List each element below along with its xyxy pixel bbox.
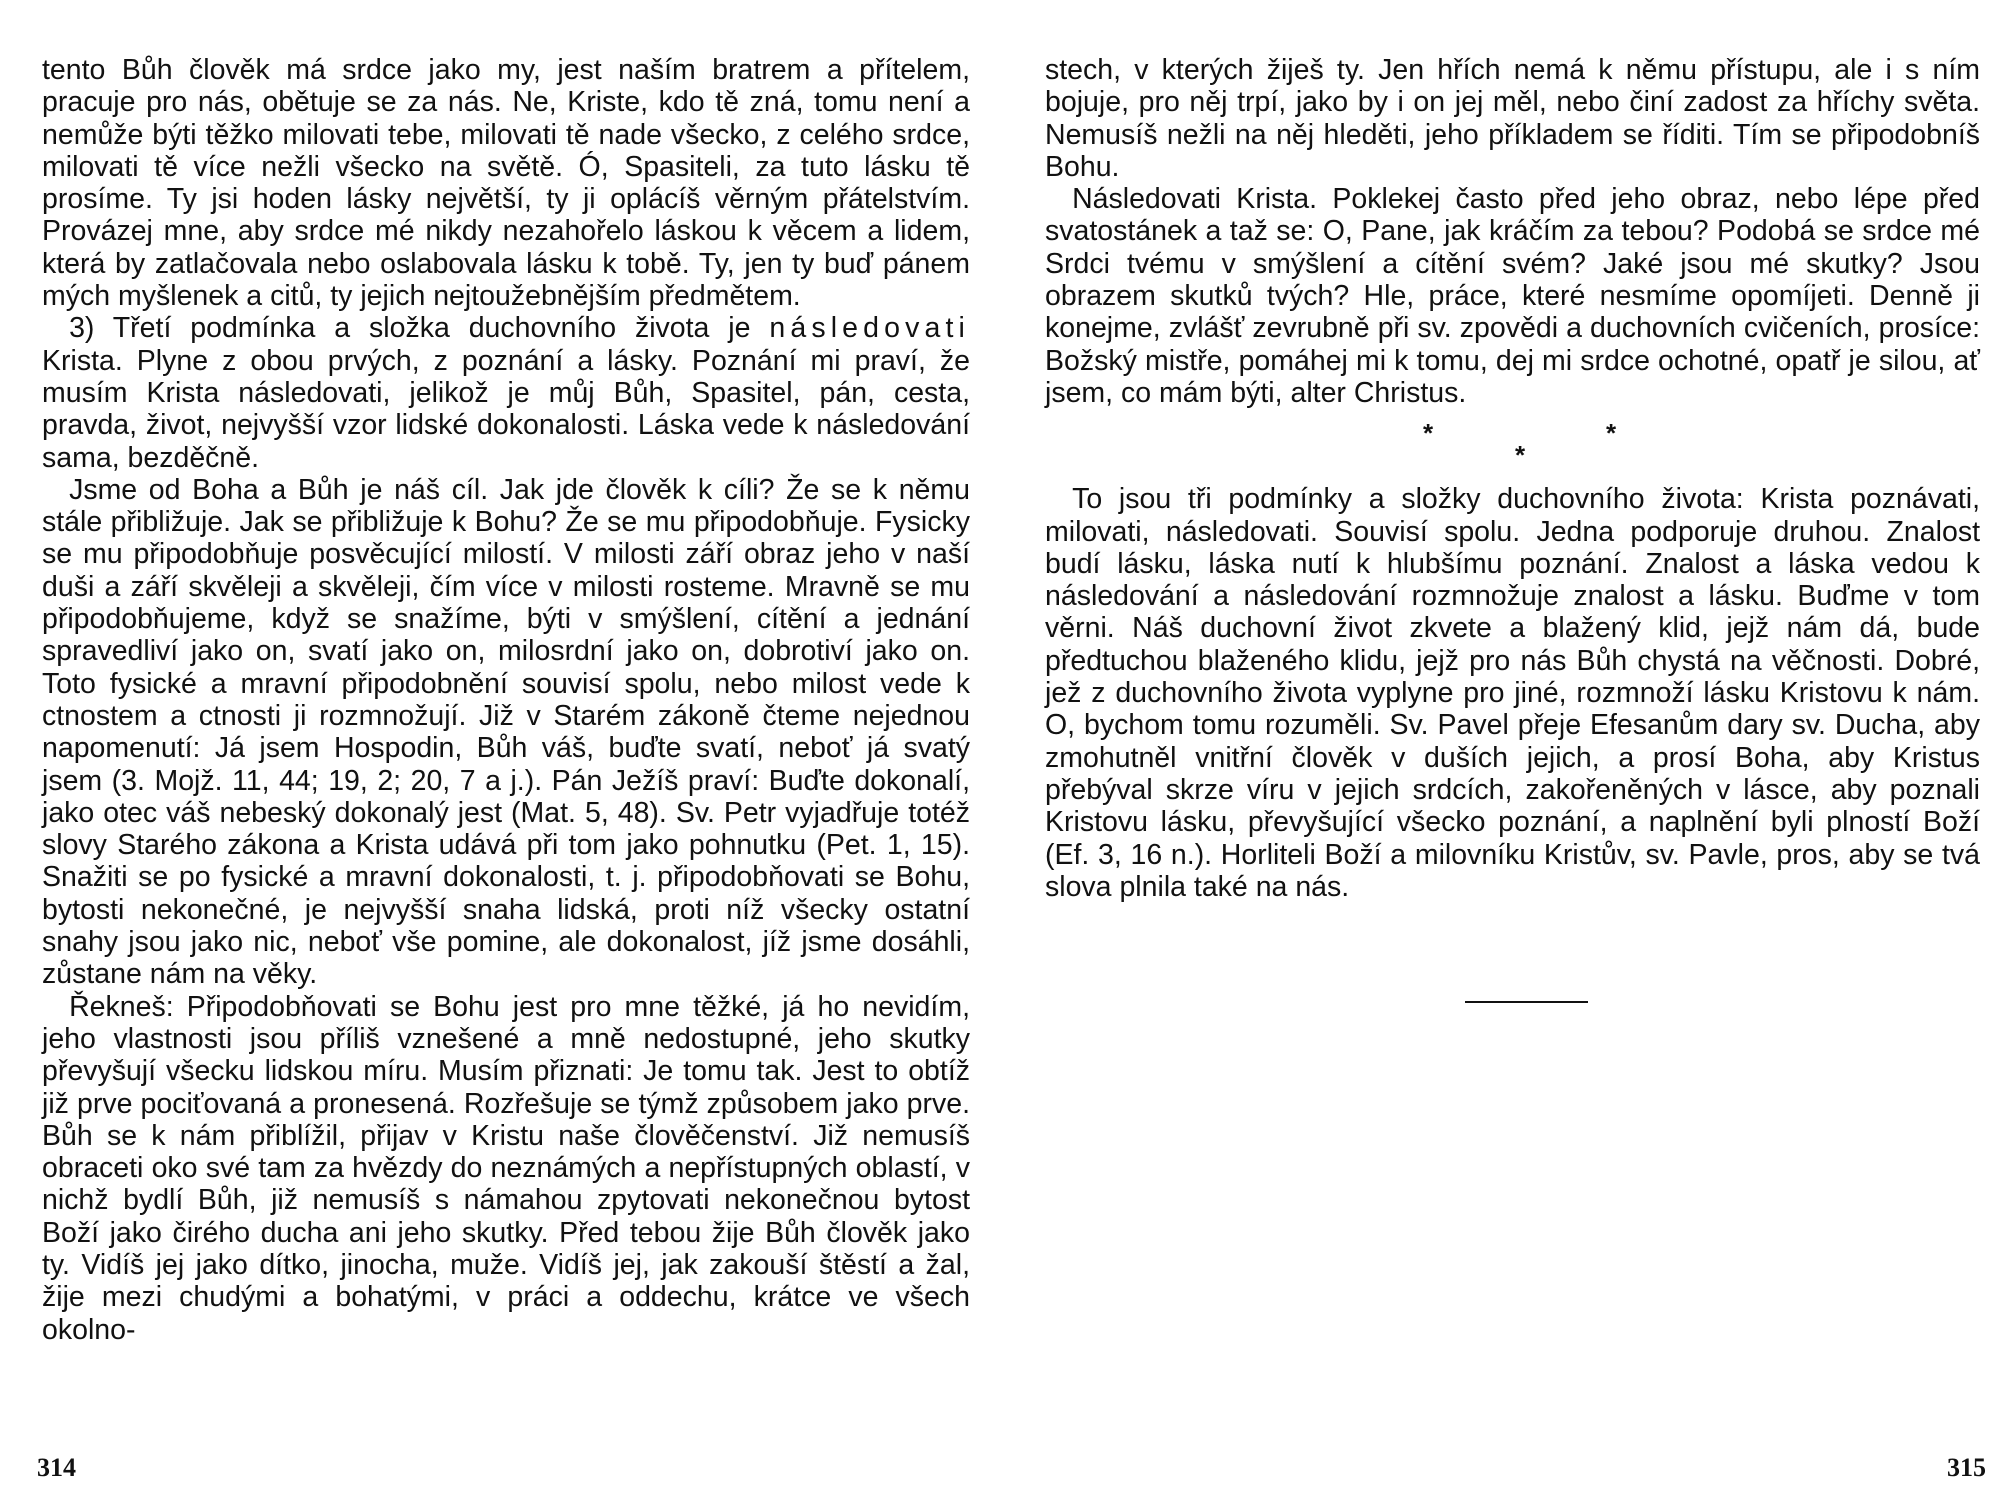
closing-rule (1465, 1001, 1588, 1003)
paragraph (1045, 54, 1980, 183)
asterisk: * (1515, 440, 1526, 471)
section-break-asterisks (1045, 411, 1980, 475)
text-run: Jsme od Boha a Bůh je náš cíl. Jak jde člověk k cíli? Že se k němu stále přibližuje. Jak se přibližuje k Bohu? Že se mu připodobňuje. Fysicky se mu připodobňuje posvěcující milostí. V milosti září obraz jeho v naší duši a září skvěleji a skvěleji, čím více v milosti rosteme. Mravně se mu připodobňujeme, když se snažíme, býti v smýšlení, cítění a jednání spravedliví jako on, svatí jako on, milosrdní jako on, dobrotiví jako on. Toto fysické a mravní připodobnění souvisí spolu, nebo milost vede k ctnostem a ctnosti ji rozmnožují. Již v Starém zákoně čteme nejednou napomenutí: Já jsem Hospodin, Bůh váš, buďte svatí, neboť já svatý jsem (3. Mojž. 11, 44; 19, 2; 20, 7 a j.). Pán Ježíš praví: Buďte dokonalí, jako otec váš nebeský dokonalý jest (Mat. 5, 48). Sv. Petr vyjadřuje totéž slovy Starého zákona a Krista udává při tom jako pohnutku (Pet. 1, 15). Snažiti se po fysické a mravní dokonalosti, t. j. připodobňovati se Bohu, bytosti nekonečné, je nejvyšší snaha lidská, proti níž všecky ostatní snahy jsou jako nic, neboť vše pomine, ale dokonalost, jíž jsme dosáhli, zůstane nám na věky. (42, 473, 970, 991)
paragraph (42, 991, 970, 1346)
paragraph (42, 54, 970, 312)
text-run: Následovati Krista. Poklekej často před jeho obraz, nebo lépe před svatostánek a taž se: O, Pane, jak kráčím za tebou? Podobá se srdce mé Srdci tvému v smýšlení a cítění svém? Jaké jsou mé skutky? Jsou obrazem skutků tvých? Hle, práce, které nesmíme opomíjeti. Denně ji konejme, zvlášť zevrubně při sv. zpovědi a duchovních cvičeních, prosíce: Božský mistře, pomáhej mi k tomu, dej mi srdce ochotné, opatř je silou, ať jsem, co mám býti, alter Christus. (1045, 183, 1980, 409)
page-number-left: 314 (37, 1453, 76, 1482)
text-before-break (1045, 54, 1980, 409)
text-run: 3) Třetí podmínka a složka duchovního života je (69, 312, 770, 345)
text-run: Krista. Plyne z obou prvých, z poznání a lásky. Poznání mi praví, že musím Krista následovati, jelikož je můj Bůh, Spasitel, pán, cesta, pravda, život, nejvyšší vzor lidské dokonalosti. Láska vede k následování sama, bezděčně. (42, 344, 970, 474)
paragraph (42, 474, 970, 991)
left-page (0, 0, 970, 1500)
text-after-break (1045, 483, 1980, 903)
paragraph (42, 312, 970, 473)
asterisk: * (1423, 418, 1434, 449)
paragraph (1045, 183, 1980, 409)
text-run: tento Bůh člověk má srdce jako my, jest naším bratrem a přítelem, pracuje pro nás, obětuje se za nás. Ne, Kriste, kdo tě zná, tomu není a nemůže býti těžko milovati tebe, milovati tě nade všecko, z celého srdce, milovati tě více nežli všecko na světě. Ó, Spasiteli, za tuto lásku tě prosíme. Ty jsi hoden lásky největší, ty ji oplácíš věrným přátelstvím. Provázej mne, aby srdce mé nikdy nezahořelo láskou k věcem a lidem, která by zatlačovala nebo oslabovala lásku k tobě. Ty, jen ty buď pánem mých myšlenek a citů, ty jejich nejtoužebnějším předmětem. (42, 54, 970, 313)
paragraph (1045, 483, 1980, 903)
asterisk: * (1606, 418, 1617, 449)
text-run: To jsou tři podmínky a složky duchovního života: Krista poznávati, milovati, následovati. Souvisí spolu. Jedna podporuje druhou. Znalost budí lásku, láska nutí k hlubšímu poznání. Znalost a láska vedou k následování a následování rozmnožuje znalost a lásku. Buďme v tom věrni. Náš duchovní život zkvete a blažený klid, jejž nám dá, bude předtuchou blaženého klidu, jejž pro nás Bůh chystá na věčnosti. Dobré, jež z duchovního života vyplyne pro jiné, rozmnoží lásku Kristovu k nám. O, bychom tomu rozuměli. Sv. Pavel přeje Efesanům dary sv. Ducha, aby zmohutněl vnitřní člověk v duších jejich, a prosí Boha, aby Kristus přebýval skrze víru v jejich srdcích, zakořeněných v lásce, aby poznali Kristovu lásku, převyšující všecko poznání, a naplnění byli plností Boží (Ef. 3, 16 n.). Horliteli Boží a milovníku Kristův, sv. Pavle, pros, aby se tvá slova plnila také na nás. (1045, 483, 1980, 903)
left-text-column (42, 54, 970, 1346)
text-run: Řekneš: Připodobňovati se Bohu jest pro mne těžké, já ho nevidím, jeho vlastnosti jsou příliš vznešené a mně nedostupné, jeho skutky převyšují všecku lidskou míru. Musím přiznati: Je tomu tak. Jest to obtíž již prve pociťovaná a pronesená. Rozřešuje se týmž způsobem jako prve. Bůh se k nám přiblížil, přijav v Kristu naše člověčenství. Již nemusíš obraceti oko své tam za hvězdy do neznámých a nepřístupných oblastí, v nichž bydlí Bůh, již nemusíš s námahou zpytovati nekonečnou bytost Boží jako čirého ducha ani jeho skutky. Před tebou žije Bůh člověk jako ty. Vidíš jej jako dítko, jinocha, muže. Vidíš jej, jak zakouší štěstí a žal, žije mezi chudými a bohatými, v práci a oddechu, krátce ve všech okolno- (42, 990, 970, 1346)
right-text-column (1045, 54, 1980, 903)
right-page (1000, 0, 1986, 1500)
page-number-right: 315 (1947, 1453, 1986, 1482)
text-run: stech, v kterých žiješ ty. Jen hřích nemá k němu přístupu, ale i s ním bojuje, pro něj trpí, jako by i on jej měl, nebo činí zadost za hříchy světa. Nemusíš nežli na něj hleděti, jeho příkladem se říditi. Tím se připodobníš Bohu. (1045, 54, 1980, 183)
spaced-emphasis: následovati (769, 312, 970, 345)
